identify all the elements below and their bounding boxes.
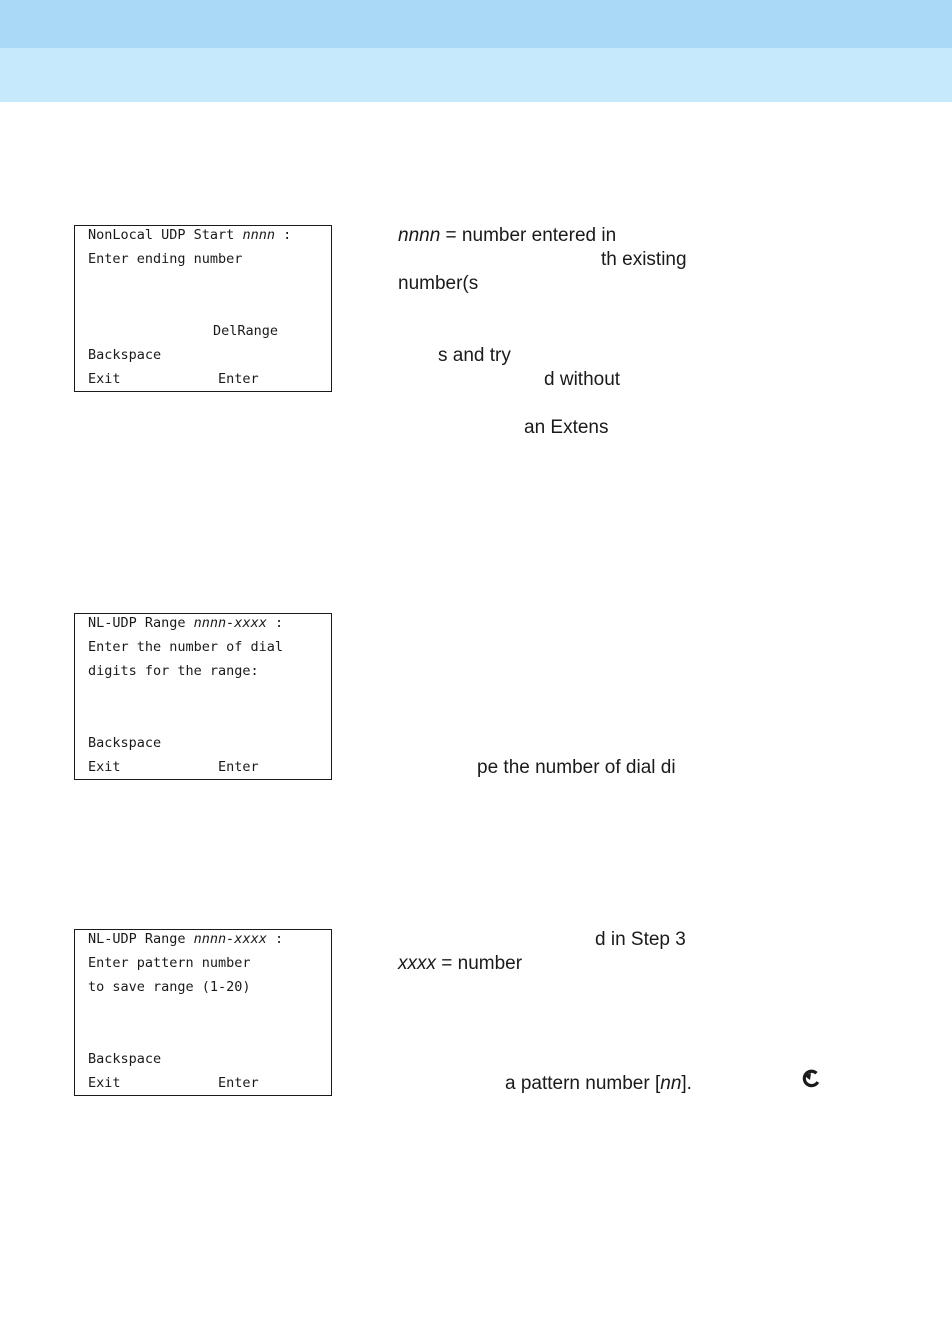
variable-xxxx: xxxx xyxy=(398,953,436,974)
screen-prompt-line2: to save range (1-20) xyxy=(88,979,251,995)
screen-title-prefix: NonLocal UDP Start xyxy=(88,227,243,243)
screen-prompt-line1: Enter pattern number xyxy=(88,955,251,971)
screen-title-prefix: NL-UDP Range xyxy=(88,615,194,631)
display-screen-nl-udp-range-digits xyxy=(74,613,332,780)
screen-title-variable: nnnn-xxxx xyxy=(193,615,267,631)
screen-title-suffix: : xyxy=(266,931,284,947)
screen-title xyxy=(88,614,283,632)
screen-title xyxy=(88,226,291,244)
enter-arrow-icon xyxy=(801,1069,821,1089)
screen-title-variable: nnnn xyxy=(242,227,275,243)
screen-prompt-line2: digits for the range: xyxy=(88,663,259,679)
text-pattern-number xyxy=(505,1072,692,1096)
text-fragment: ]. xyxy=(681,1073,692,1094)
screen-title xyxy=(88,930,283,948)
text-fragment: = number xyxy=(436,953,523,974)
exit-softkey[interactable]: Exit xyxy=(88,371,121,387)
text-numbers: number(s xyxy=(398,273,479,294)
variable-nnnn: nnnn xyxy=(398,225,441,246)
text-and-try: s and try xyxy=(438,345,511,366)
delrange-softkey[interactable]: DelRange xyxy=(213,323,279,339)
text-fragment: = number entered in xyxy=(440,225,617,246)
backspace-softkey[interactable]: Backspace xyxy=(88,347,162,363)
header-band-top xyxy=(0,0,952,48)
screen-title-suffix: : xyxy=(274,227,292,243)
text-step3: d in Step 3 xyxy=(595,929,686,950)
text-without: d without xyxy=(544,369,621,390)
text-existing: th existing xyxy=(601,249,687,270)
screen-title-variable: nnnn-xxxx xyxy=(193,931,267,947)
text-xxxx-definition xyxy=(398,952,522,976)
enter-softkey[interactable]: Enter xyxy=(218,759,259,775)
exit-softkey[interactable]: Exit xyxy=(88,1075,121,1091)
display-screen-nl-udp-range-pattern xyxy=(74,929,332,1096)
exit-softkey[interactable]: Exit xyxy=(88,759,121,775)
header-band-bottom xyxy=(0,48,952,102)
text-fragment: a pattern number [ xyxy=(505,1073,661,1094)
backspace-softkey[interactable]: Backspace xyxy=(88,735,162,751)
display-screen-nonlocal-udp-start xyxy=(74,225,332,392)
variable-nn: nn xyxy=(660,1073,682,1094)
text-nnnn-definition xyxy=(398,224,616,248)
text-type-dial-digits: pe the number of dial di xyxy=(477,757,676,778)
screen-title-prefix: NL-UDP Range xyxy=(88,931,194,947)
text-extension: an Extens xyxy=(524,417,609,438)
enter-softkey[interactable]: Enter xyxy=(218,1075,259,1091)
backspace-softkey[interactable]: Backspace xyxy=(88,1051,162,1067)
screen-title-suffix: : xyxy=(266,615,284,631)
screen-prompt: Enter ending number xyxy=(88,251,243,267)
enter-softkey[interactable]: Enter xyxy=(218,371,259,387)
screen-prompt-line1: Enter the number of dial xyxy=(88,639,284,655)
